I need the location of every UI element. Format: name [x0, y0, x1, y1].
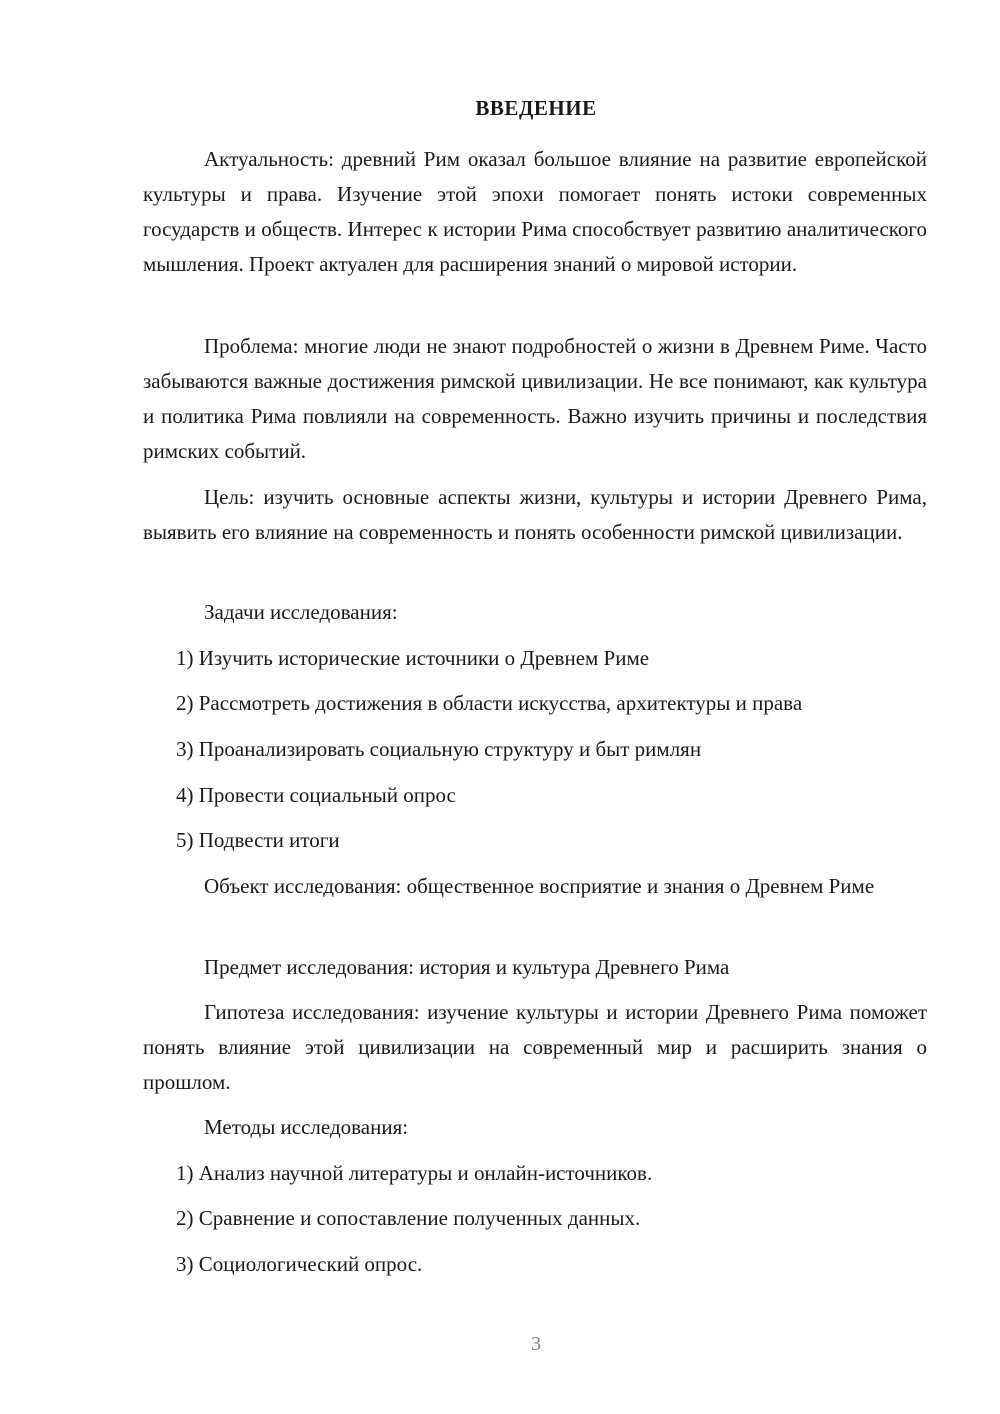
method-item: 3) Социологический опрос.	[176, 1252, 423, 1276]
methods-heading: Методы исследования:	[204, 1115, 409, 1139]
goal-paragraph: Цель: изучить основные аспекты жизни, культуры и истории Древнего Рима, выявить его влияние на современность и понять особенности римской цивилизации.	[143, 485, 927, 544]
section-title: ВВЕДЕНИЕ	[475, 96, 597, 120]
method-item: 2) Сравнение и сопоставление полученных данных.	[176, 1206, 641, 1230]
problem-paragraph: Проблема: многие люди не знают подробностей о жизни в Древнем Риме. Часто забываются важные достижения римской цивилизации. Не все понимают, как культура и политика Рима повлияли на современность. Важно изучить причины и последствия римских событий.	[143, 334, 927, 463]
page-number: 3	[531, 1333, 541, 1355]
relevance-paragraph: Актуальность: древний Рим оказал большое влияние на развитие европейской культуры и права. Изучение этой эпохи помогает понять истоки современных государств и обществ. Интерес к истории Рима способствует развитию аналитического мышления. Проект актуален для расширения знаний о мировой истории.	[143, 147, 927, 276]
tasks-heading: Задачи исследования:	[204, 600, 398, 624]
method-item: 1) Анализ научной литературы и онлайн-источников.	[176, 1161, 653, 1185]
task-item: 5) Подвести итоги	[176, 828, 340, 852]
task-item: 2) Рассмотреть достижения в области искусства, архитектуры и права	[176, 691, 803, 715]
task-item: 3) Проанализировать социальную структуру и быт римлян	[176, 737, 702, 761]
task-item: 1) Изучить исторические источники о Древнем Риме	[176, 646, 650, 670]
hypothesis-paragraph: Гипотеза исследования: изучение культуры и истории Древнего Рима поможет понять влияние этой цивилизации на современный мир и расширить знания о прошлом.	[143, 1000, 927, 1094]
task-item: 4) Провести социальный опрос	[176, 783, 456, 807]
subject-paragraph: Предмет исследования: история и культура Древнего Рима	[204, 955, 730, 979]
object-paragraph: Объект исследования: общественное восприятие и знания о Древнем Риме	[204, 874, 875, 898]
